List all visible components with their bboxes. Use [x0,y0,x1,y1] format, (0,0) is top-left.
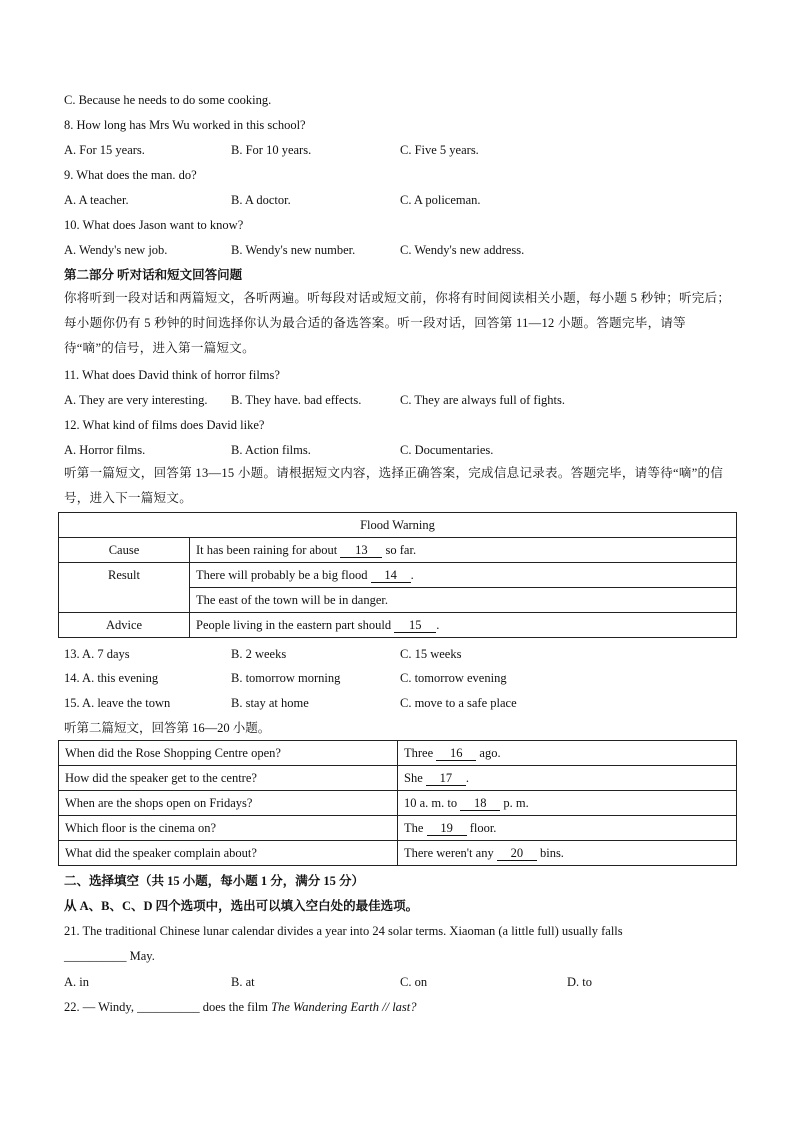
advice-text: People living in the eastern part should [196,618,395,632]
q22-blank: __________ [137,1000,200,1014]
q21-option-d: D. to [567,975,592,989]
q10-option-c: C. Wendy's new address. [400,243,525,257]
q11-option-c: C. They are always full of fights. [400,393,566,407]
answer-blank: 18 [460,796,500,811]
question-cell: When are the shops open on Fridays? [59,791,398,816]
q9-option-c: C. A policeman. [400,193,481,207]
answer-cell [398,791,737,816]
table-row [59,766,737,791]
answer-blank: 17 [426,771,466,786]
answer-cell [398,816,737,841]
result-label: Result [59,563,190,613]
cause-text-end: so far. [382,543,417,557]
q21-option-c: C. on [400,975,428,989]
section2-title: 二、选择填空（共 15 小题，每小题 1 分，满分 15 分） [64,874,365,888]
q13-option-b: B. 2 weeks [231,647,287,661]
answer-suffix: p. m. [500,796,529,810]
q15-option-b: B. stay at home [231,696,309,710]
question-cell: When did the Rose Shopping Centre open? [59,741,398,766]
flood-table-title: Flood Warning [59,513,737,538]
answer-prefix: There weren't any [404,846,497,860]
question-11: 11. What does David think of horror films? [64,368,280,382]
answer-cell [398,766,737,791]
q22-film-title: The Wandering Earth [271,1000,379,1014]
answer-prefix: She [404,771,426,785]
result-cell-1 [190,563,737,588]
part2-title: 第二部分 听对话和短文回答问题 [64,268,243,282]
q9-option-b: B. A doctor. [231,193,291,207]
answer-suffix: ago. [476,746,501,760]
q14-option-a: 14. A. this evening [64,671,159,685]
question-12: 12. What kind of films does David like? [64,418,265,432]
table-row [59,741,737,766]
result-text-end: . [410,568,414,582]
cause-text: It has been raining for about [196,543,341,557]
question-10: 10. What does Jason want to know? [64,218,244,232]
q22-mid: does the film [199,1000,272,1014]
result-text: There will probably be a big flood [196,568,371,582]
answer-cell [398,841,737,866]
q21-blank: __________ [64,949,127,963]
shopping-centre-table [58,740,737,866]
question-9: 9. What does the man. do? [64,168,197,182]
q12-option-c: C. Documentaries. [400,443,494,457]
q14-option-c: C. tomorrow evening [400,671,507,685]
question-21-end [64,948,155,964]
q7-option-c: C. Because he needs to do some cooking. [64,93,272,107]
q13-option-a: 13. A. 7 days [64,647,130,661]
table-row [59,841,737,866]
q21-option-b: B. at [231,975,255,989]
passage2-instructions: 听第二篇短文，回答第 16—20 小题。 [64,721,271,735]
q11-option-a: A. They are very interesting. [64,393,208,407]
question-22 [64,999,417,1015]
q8-option-c: C. Five 5 years. [400,143,479,157]
q14-option-b: B. tomorrow morning [231,671,341,685]
table-row [59,791,737,816]
flood-warning-table [58,512,737,638]
advice-text-end: . [436,618,440,632]
q8-option-a: A. For 15 years. [64,143,145,157]
blank-13: 13 [340,543,382,558]
q8-option-b: B. For 10 years. [231,143,312,157]
question-8: 8. How long has Mrs Wu worked in this school? [64,118,306,132]
advice-label: Advice [59,613,190,638]
section2-instructions: 从 A、B、C、D 四个选项中，选出可以填入空白处的最佳选项。 [64,899,419,913]
answer-cell [398,741,737,766]
question-cell: Which floor is the cinema on? [59,816,398,841]
cause-label: Cause [59,538,190,563]
q9-option-a: A. A teacher. [64,193,129,207]
blank-14: 14 [371,568,411,583]
q21-tail: May. [126,949,155,963]
question-cell: What did the speaker complain about? [59,841,398,866]
q10-option-b: B. Wendy's new number. [231,243,356,257]
answer-blank: 20 [497,846,537,861]
answer-prefix: The [404,821,427,835]
blank-15: 15 [394,618,436,633]
advice-cell [190,613,737,638]
q12-option-b: B. Action films. [231,443,311,457]
cause-cell [190,538,737,563]
answer-suffix: floor. [466,821,497,835]
answer-prefix: 10 a. m. to [404,796,461,810]
passage1-instructions: 听第一篇短文，回答第 13—15 小题。请根据短文内容，选择正确答案，完成信息记录表。答题完毕，请等待“嘀”的信号，进入下一篇短文。 [64,466,724,505]
question-21: 21. The traditional Chinese lunar calendar divides a year into 24 solar terms. Xiaoman (a little full) usually falls [64,924,623,938]
result-cell-2: The east of the town will be in danger. [190,588,737,613]
q21-option-a: A. in [64,975,89,989]
table-row [59,816,737,841]
q15-option-c: C. move to a safe place [400,696,517,710]
answer-suffix: bins. [536,846,564,860]
answer-suffix: . [465,771,469,785]
q22-pre: 22. — Windy, [64,1000,138,1014]
part2-instructions: 你将听到一段对话和两篇短文，各听两遍。听每段对话或短文前，你将有时间阅读相关小题，每小题 5 秒钟；听完后；每小题你仍有 5 秒钟的时间选择你认为最合适的备选答案。听一段对话，回答第 11—12 小题。答题完毕，请等待“嘀”的信号，进入第一篇短文。 [64,291,731,355]
q13-option-c: C. 15 weeks [400,647,462,661]
answer-blank: 19 [427,821,467,836]
q11-option-b: B. They have. bad effects. [231,393,362,407]
answer-prefix: Three [404,746,437,760]
answer-blank: 16 [436,746,476,761]
question-cell: How did the speaker get to the centre? [59,766,398,791]
q15-option-a: 15. A. leave the town [64,696,171,710]
q12-option-a: A. Horror films. [64,443,146,457]
q10-option-a: A. Wendy's new job. [64,243,168,257]
q22-post: // last? [379,1000,417,1014]
